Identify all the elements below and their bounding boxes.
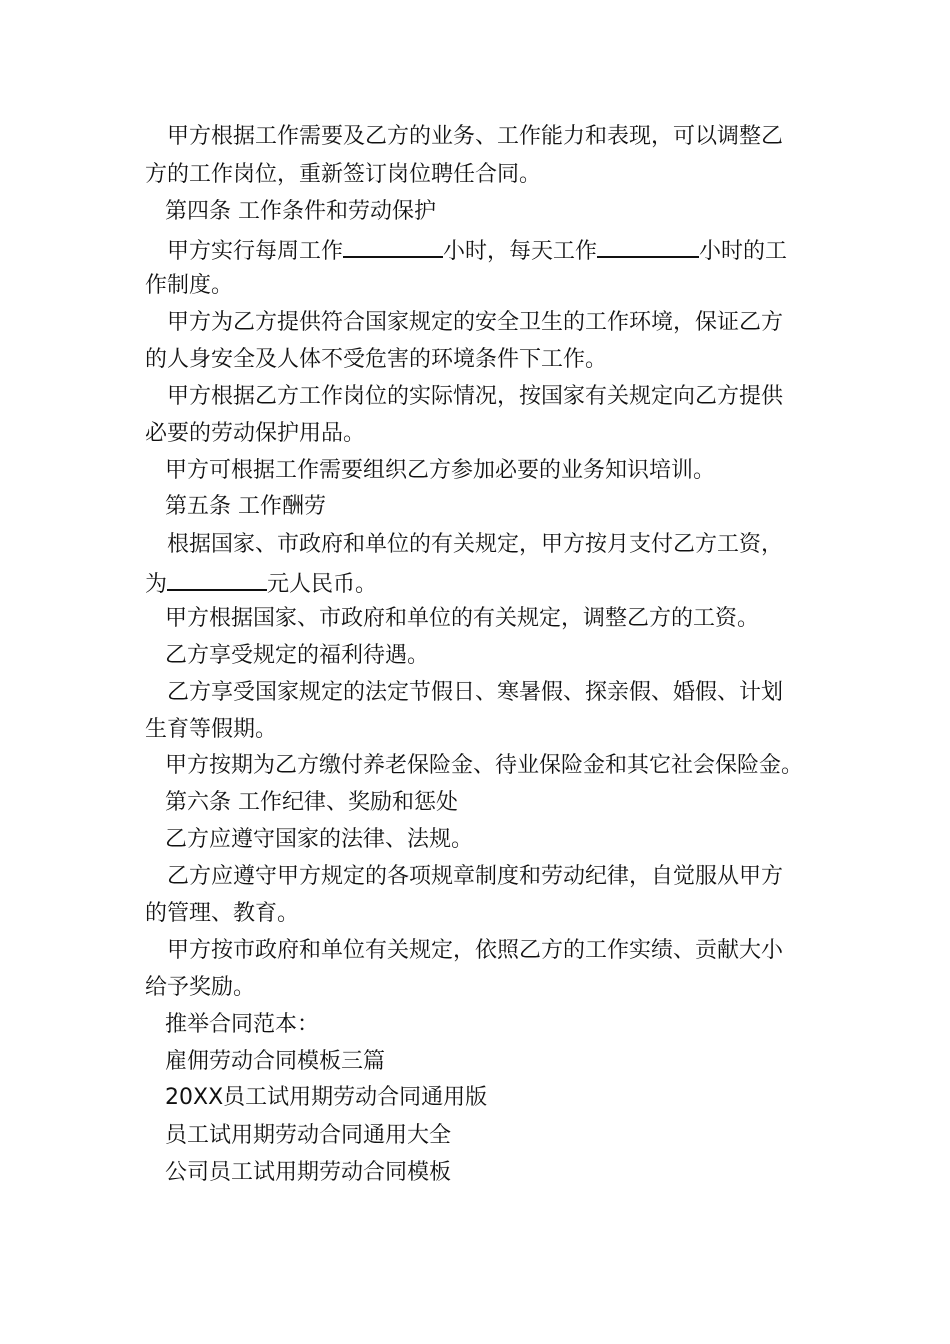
paragraph-line: 甲方根据乙方工作岗位的实际情况，按国家有关规定向乙方提供 <box>167 384 784 409</box>
fill-in-blank[interactable] <box>597 234 699 258</box>
recommend-link[interactable] <box>165 1083 487 1113</box>
paragraph-line: 生育等假期。 <box>145 717 278 742</box>
paragraph-line <box>167 234 787 267</box>
recommend-link[interactable]: 员工试用期劳动合同通用大全 <box>165 1123 452 1148</box>
paragraph-line: 甲方为乙方提供符合国家规定的安全卫生的工作环境，保证乙方 <box>167 310 784 335</box>
paragraph-line <box>145 567 377 600</box>
paragraph-line: 方的工作岗位，重新签订岗位聘任合同。 <box>145 162 542 187</box>
paragraph-line: 甲方根据工作需要及乙方的业务、工作能力和表现，可以调整乙 <box>167 124 784 149</box>
paragraph-line: 必要的劳动保护用品。 <box>145 421 366 446</box>
paragraph-line: 甲方按市政府和单位有关规定，依照乙方的工作实绩、贡献大小 <box>167 938 784 963</box>
text-segment: 甲方实行每周工作 <box>167 239 344 264</box>
paragraph-line: 的人身安全及人体不受危害的环境条件下工作。 <box>145 347 608 372</box>
paragraph-line: 给予奖励。 <box>145 975 256 1000</box>
fill-in-blank[interactable] <box>167 567 267 591</box>
paragraph-line: 甲方按期为乙方缴付养老保险金、待业保险金和其它社会保险金。 <box>165 753 804 778</box>
paragraph-line: 甲方根据国家、市政府和单位的有关规定，调整乙方的工资。 <box>165 606 760 631</box>
paragraph-line: 的管理、教育。 <box>145 901 300 926</box>
paragraph-line: 乙方享受规定的福利待遇。 <box>165 643 430 668</box>
article-heading: 第五条 工作酬劳 <box>165 494 326 519</box>
paragraph-line: 甲方可根据工作需要组织乙方参加必要的业务知识培训。 <box>165 458 716 483</box>
text-segment: 元人民币。 <box>267 572 378 597</box>
paragraph-line: 作制度。 <box>145 273 234 298</box>
recommend-title: 推举合同范本： <box>165 1012 320 1037</box>
paragraph-line: 根据国家、市政府和单位的有关规定，甲方按月支付乙方工资， <box>167 532 784 557</box>
recommend-link[interactable]: 雇佣劳动合同模板三篇 <box>165 1049 386 1074</box>
text-segment: 小时的工 <box>699 239 788 264</box>
article-heading: 第六条 工作纪律、奖励和惩处 <box>165 790 458 815</box>
paragraph-line: 乙方应遵守国家的法律、法规。 <box>165 827 474 852</box>
recommend-link[interactable]: 公司员工试用期劳动合同模板 <box>165 1160 452 1185</box>
text-segment: 为 <box>145 572 168 597</box>
article-heading: 第四条 工作条件和劳动保护 <box>165 199 436 224</box>
paragraph-line: 乙方享受国家规定的法定节假日、寒暑假、探亲假、婚假、计划 <box>167 680 784 705</box>
link-prefix: 20XX <box>165 1085 224 1110</box>
text-segment: 小时，每天工作 <box>443 239 598 264</box>
fill-in-blank[interactable] <box>343 234 443 258</box>
paragraph-line: 乙方应遵守甲方规定的各项规章制度和劳动纪律，自觉服从甲方 <box>167 864 784 889</box>
link-text: 员工试用期劳动合同通用版 <box>223 1085 488 1110</box>
